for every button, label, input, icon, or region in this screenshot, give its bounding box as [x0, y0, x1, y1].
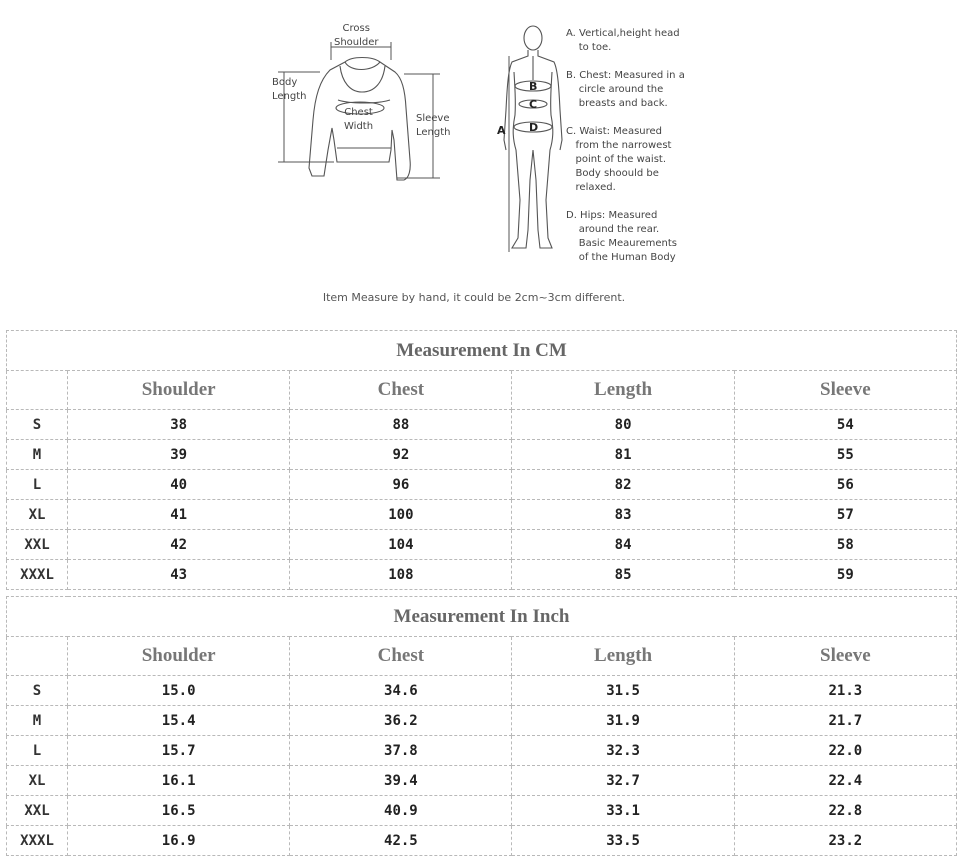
table-row — [7, 796, 957, 826]
header-size — [7, 371, 68, 410]
header-size — [7, 637, 68, 676]
table-row — [7, 736, 957, 766]
sleeve-value: 59 — [734, 560, 956, 590]
chest-value: 42.5 — [290, 826, 512, 856]
chest-value: 37.8 — [290, 736, 512, 766]
table-row — [7, 470, 957, 500]
size-label: L — [7, 470, 68, 500]
chest-value: 40.9 — [290, 796, 512, 826]
header-length: Length — [512, 637, 734, 676]
table-row — [7, 766, 957, 796]
size-label: M — [7, 706, 68, 736]
table-row — [7, 706, 957, 736]
size-illustration — [0, 0, 962, 325]
length-value: 32.3 — [512, 736, 734, 766]
shoulder-value: 15.0 — [68, 676, 290, 706]
header-sleeve: Sleeve — [734, 371, 956, 410]
header-length: Length — [512, 371, 734, 410]
note-b: B. Chest: Measured in a circle around the breasts and back. — [566, 70, 685, 109]
note-c: C. Waist: Measured from the narrowest point of the waist. Body shoould be relaxed. — [566, 126, 672, 193]
chest-value: 39.4 — [290, 766, 512, 796]
note-d: D. Hips: Measured around the rear. Basic Meaurements of the Human Body — [566, 210, 678, 263]
table-title: Measurement In CM — [7, 331, 957, 371]
chest-value: 104 — [290, 530, 512, 560]
table-row — [7, 410, 957, 440]
shoulder-value: 39 — [68, 440, 290, 470]
header-shoulder: Shoulder — [68, 637, 290, 676]
sleeve-value: 58 — [734, 530, 956, 560]
length-value: 80 — [512, 410, 734, 440]
length-value: 31.5 — [512, 676, 734, 706]
chest-value: 96 — [290, 470, 512, 500]
measurement-caption: Item Measure by hand, it could be 2cm~3cm different. — [322, 291, 626, 304]
table-row — [7, 500, 957, 530]
length-value: 32.7 — [512, 766, 734, 796]
body-letter-b: B — [529, 80, 538, 93]
body-letter-c: C — [529, 98, 538, 111]
size-label: S — [7, 676, 68, 706]
size-table-inch — [6, 596, 957, 856]
sleeve-value: 56 — [734, 470, 956, 500]
length-value: 82 — [512, 470, 734, 500]
chest-value: 100 — [290, 500, 512, 530]
sleeve-value: 54 — [734, 410, 956, 440]
length-value: 81 — [512, 440, 734, 470]
size-label: S — [7, 410, 68, 440]
length-value: 84 — [512, 530, 734, 560]
shoulder-value: 16.1 — [68, 766, 290, 796]
shoulder-value: 16.5 — [68, 796, 290, 826]
length-value: 85 — [512, 560, 734, 590]
chest-value: 108 — [290, 560, 512, 590]
chest-value: 36.2 — [290, 706, 512, 736]
note-a: A. Vertical,height head to toe. — [566, 28, 680, 53]
chest-value: 88 — [290, 410, 512, 440]
table-row — [7, 560, 957, 590]
size-table-cm — [6, 330, 957, 590]
sleeve-value: 57 — [734, 500, 956, 530]
sleeve-value: 22.8 — [734, 796, 956, 826]
size-label: XXXL — [7, 560, 68, 590]
human-body-figure — [504, 26, 562, 248]
table-title: Measurement In Inch — [7, 597, 957, 637]
garment-and-body-diagram — [0, 0, 962, 325]
shoulder-value: 40 — [68, 470, 290, 500]
size-label: XXL — [7, 796, 68, 826]
sleeve-length-label: Sleeve Length — [416, 113, 451, 138]
header-sleeve: Sleeve — [734, 637, 956, 676]
body-letter-a: A — [497, 124, 506, 137]
shoulder-value: 15.7 — [68, 736, 290, 766]
header-chest: Chest — [290, 637, 512, 676]
size-label: L — [7, 736, 68, 766]
length-value: 33.5 — [512, 826, 734, 856]
sleeve-value: 21.3 — [734, 676, 956, 706]
chest-value: 92 — [290, 440, 512, 470]
length-value: 31.9 — [512, 706, 734, 736]
size-label: M — [7, 440, 68, 470]
sleeve-value: 22.0 — [734, 736, 956, 766]
table-row — [7, 440, 957, 470]
shoulder-value: 38 — [68, 410, 290, 440]
body-length-label: Body Length — [272, 77, 307, 102]
shoulder-value: 43 — [68, 560, 290, 590]
chest-value: 34.6 — [290, 676, 512, 706]
sleeve-value: 23.2 — [734, 826, 956, 856]
header-shoulder: Shoulder — [68, 371, 290, 410]
size-label: XL — [7, 766, 68, 796]
body-letter-d: D — [529, 121, 539, 134]
sleeve-value: 21.7 — [734, 706, 956, 736]
table-row — [7, 530, 957, 560]
size-label: XXXL — [7, 826, 68, 856]
length-value: 33.1 — [512, 796, 734, 826]
table-row — [7, 826, 957, 856]
sleeve-value: 22.4 — [734, 766, 956, 796]
shoulder-value: 16.9 — [68, 826, 290, 856]
chest-width-label: Chest Width — [344, 107, 374, 132]
shoulder-value: 42 — [68, 530, 290, 560]
cross-shoulder-label: Cross Shoulder — [334, 23, 379, 48]
table-row — [7, 676, 957, 706]
size-label: XL — [7, 500, 68, 530]
shoulder-value: 41 — [68, 500, 290, 530]
length-value: 83 — [512, 500, 734, 530]
sleeve-value: 55 — [734, 440, 956, 470]
size-label: XXL — [7, 530, 68, 560]
header-chest: Chest — [290, 371, 512, 410]
shoulder-value: 15.4 — [68, 706, 290, 736]
